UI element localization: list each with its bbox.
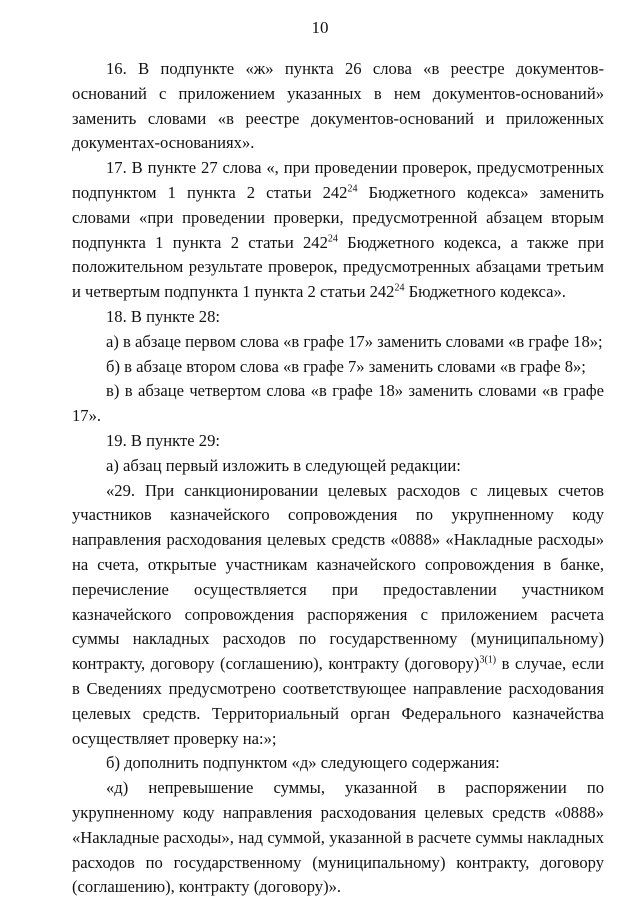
superscript-24: 24 — [347, 183, 358, 195]
paragraph-19-a: а) абзац первый изложить в следующей редакции: — [106, 455, 461, 475]
paragraph-18-a: а) в абзаце первом слова «в графе 17» заменить словами «в графе 18»; — [106, 331, 603, 351]
paragraph-18-b: б) в абзаце втором слова «в графе 7» заменить словами «в графе 8»; — [106, 356, 586, 376]
paragraph-17 — [72, 156, 604, 305]
paragraph-17-part-4: Бюджетного кодекса». — [404, 282, 566, 302]
superscript-3-1: 3(1) — [479, 654, 497, 666]
paragraph-18: 18. В пункте 28: — [106, 306, 220, 326]
page-number: 10 — [311, 18, 329, 37]
paragraph-17-part-3: Бюджетного кодекса, а также при положительном результате проверок, предусмотренных абзацами третьим и четвертым подпункта 1 пункта 2 статьи 242 — [72, 232, 604, 302]
paragraph-29-part-2: в случае, если в Сведениях предусмотрено соответствующее направление расходования целевых средств. Территориальный орган Федерального казначейства осуществляет проверку на:»; — [72, 654, 604, 748]
paragraph-18-c: в) в абзаце четвертом слова «в графе 18» заменить словами «в графе 17». — [72, 381, 604, 426]
paragraph-29-part-1: «29. При санкционировании целевых расходов с лицевых счетов участников казначейского сопровождения по укрупненному коду направления расходования целевых средств «0888» «Накладные расходы» на счета, открытые участникам казначейского сопровождения в банке, перечисление осуществляется при предоставлении участником казначейского сопровождения распоряжения с приложением расчета суммы накладных расходов по государственному (муниципальному) контракту, договору (соглашению), контракту (договору) — [72, 480, 604, 674]
paragraph-19-b: б) дополнить подпунктом «д» следующего содержания: — [106, 753, 500, 773]
paragraph-19: 19. В пункте 29: — [106, 430, 220, 450]
document-body — [72, 57, 604, 900]
superscript-24: 24 — [394, 282, 405, 294]
paragraph-17-part-1: 17. В пункте 27 слова «, при проведении проверок, предусмотренных подпунктом 1 пункта 2 статьи 242 — [72, 158, 604, 202]
paragraph-16: 16. В подпункте «ж» пункта 26 слова «в реестре документов-оснований с приложением указанных в нем документов-оснований» заменить словами «в реестре документов-оснований и приложенных документах-основаниях». — [72, 59, 604, 153]
superscript-24: 24 — [327, 233, 338, 245]
paragraph-d-new-text: «д) непревышение суммы, указанной в распоряжении по укрупненному коду направления расходования целевых средств «0888» «Накладные расходы», над суммой, указанной в расчете суммы накладных расходов по государственному (муниципальному) контракту, договору (соглашению), контракту (договору)». — [72, 778, 604, 897]
paragraph-17-part-2: Бюджетного кодекса» заменить словами «при проведении проверки, предусмотренной абзацем вторым подпункта 1 пункта 2 статьи 242 — [72, 182, 604, 252]
paragraph-29-new-text — [72, 479, 604, 752]
